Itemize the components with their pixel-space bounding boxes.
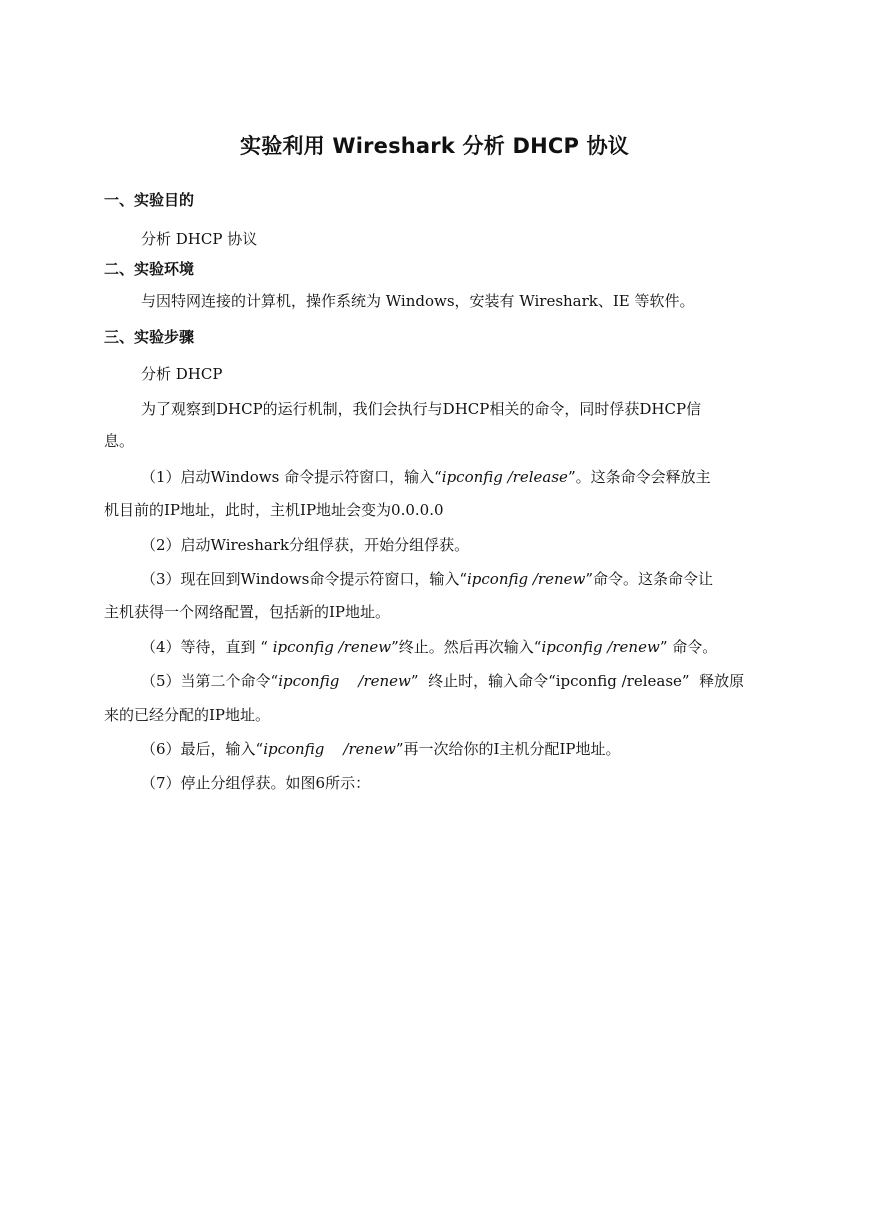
environment-text: 与因特网连接的计算机，操作系统为 Windows，安装有 Wireshark、IE 等软件。 xyxy=(141,292,695,310)
intro-line-1: 为了观察到DHCP的运行机制，我们会执行与DHCP相关的命令，同时俘获DHCP信 xyxy=(141,400,702,418)
step-6 xyxy=(141,739,621,759)
step-3-line-2: 主机获得一个网络配置，包括新的IP地址。 xyxy=(104,603,391,621)
step-4 xyxy=(141,637,717,657)
intro-line-2: 息。 xyxy=(104,432,135,450)
step-3-text-a: （3）现在回到Windows命令提示符窗口，输入“ xyxy=(141,570,467,588)
step-4-text-a: （4）等待，直到 “ xyxy=(141,638,273,656)
step-4-text-c: ” 命令。 xyxy=(659,638,718,656)
step-5-text-a: （5）当第二个命令“ xyxy=(141,672,279,690)
step-3-text-b: ”命令。这条命令让 xyxy=(585,570,714,588)
step-5-line-2: 来的已经分配的IP地址。 xyxy=(104,706,271,724)
step-4-command-2: ipconfig /renew xyxy=(541,638,660,656)
steps-subtitle: 分析 DHCP xyxy=(141,365,223,383)
step-1-command: ipconfig /release xyxy=(441,468,568,486)
step-5-text-b: ” 终止时，输入命令“ipconfig /release” 释放原 xyxy=(410,672,745,690)
step-1-line-2: 机目前的IP地址，此时，主机IP地址会变为0.0.0.0 xyxy=(104,501,444,519)
page-title: 实验利用 Wireshark 分析 DHCP 协议 xyxy=(240,134,629,158)
step-4-text-b: ”终止。然后再次输入“ xyxy=(391,638,542,656)
step-3-line-1 xyxy=(141,569,713,589)
step-7: （7）停止分组俘获。如图6所示： xyxy=(141,774,371,792)
section-heading-purpose: 一、实验目的 xyxy=(104,191,195,209)
purpose-text: 分析 DHCP 协议 xyxy=(141,230,258,248)
step-5-line-1 xyxy=(141,671,744,691)
step-1-text-b: ”。这条命令会释放主 xyxy=(567,468,711,486)
section-heading-environment: 二、实验环境 xyxy=(104,260,195,278)
step-5-command: ipconfig /renew xyxy=(278,672,411,690)
section-heading-steps: 三、实验步骤 xyxy=(104,328,195,346)
step-3-command: ipconfig /renew xyxy=(467,570,586,588)
step-1-line-1 xyxy=(141,467,711,487)
step-6-command: ipconfig /renew xyxy=(263,740,396,758)
step-1-text-a: （1）启动Windows 命令提示符窗口，输入“ xyxy=(141,468,442,486)
step-6-text-a: （6）最后，输入“ xyxy=(141,740,264,758)
step-6-text-b: ”再一次给你的I主机分配IP地址。 xyxy=(395,740,621,758)
step-4-command-1: ipconfig /renew xyxy=(272,638,392,656)
step-2: （2）启动Wireshark分组俘获，开始分组俘获。 xyxy=(141,536,470,554)
